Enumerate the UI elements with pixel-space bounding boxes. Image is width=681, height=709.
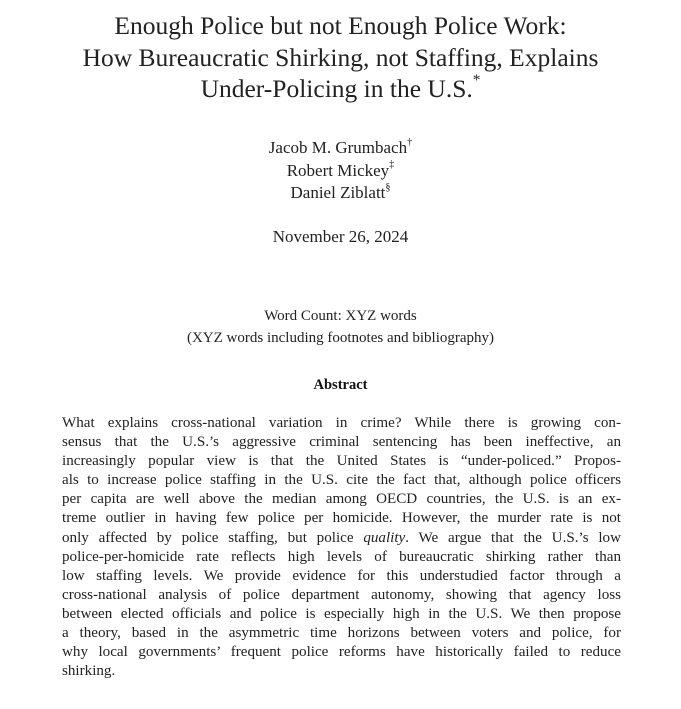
author-1-name: Jacob M. Grumbach (268, 138, 408, 157)
author-1 (0, 137, 681, 160)
word-count (0, 306, 681, 349)
author-2 (0, 160, 681, 183)
abstract-line-text: . We argue that the U.S.’s low (405, 529, 621, 546)
word-count-sub: (XYZ words including footnotes and bibliography) (186, 329, 495, 346)
title-line-2: How Bureaucratic Shirking, not Staffing, Explains (82, 42, 599, 72)
abstract-emphasis-quality: quality (363, 529, 406, 546)
abstract-line: between elected officials and police is especially high in the U.S. We then propose (62, 605, 621, 622)
title-line-3 (0, 73, 681, 105)
author-1-footnote-mark: † (407, 136, 413, 148)
author-3-name: Daniel Ziblatt (290, 183, 386, 202)
paper-title (0, 10, 681, 105)
abstract-line: a theory, based in the asymmetric time horizons between voters and police, for (62, 625, 621, 642)
abstract-line: shirking. (62, 663, 116, 680)
author-3 (0, 182, 681, 205)
abstract-line: treme outlier in having few police per homicide. However, the murder rate is not (62, 510, 621, 527)
abstract-body (62, 414, 621, 681)
word-count-main: Word Count: XYZ words (264, 308, 417, 324)
abstract-line: cross-national analysis of police department autonomy, showing that agency loss (62, 586, 621, 603)
title-line-1: Enough Police but not Enough Police Work: (114, 11, 567, 40)
paper-date: November 26, 2024 (272, 227, 409, 246)
abstract-line: low staffing levels. We provide evidence for this understudied factor through a (62, 567, 621, 584)
abstract-line-text: only affected by police staffing, but police (62, 529, 364, 546)
author-2-name: Robert Mickey (286, 160, 390, 180)
abstract-line: police-per-homicide rate reflects high levels of bureaucratic shirking rather than (62, 548, 621, 565)
title-footnote-mark: * (472, 72, 481, 90)
title-line-3-text: Under-Policing in the U.S. (200, 74, 473, 103)
abstract-line: why local governments’ frequent police reforms have historically failed to reduce (62, 644, 621, 661)
author-list (0, 137, 681, 205)
abstract-line: increasingly popular view is that the United States is “under-policed.” Propos- (62, 453, 621, 470)
abstract-heading: Abstract (313, 377, 368, 393)
author-2-footnote-mark: ‡ (389, 159, 395, 171)
abstract-line (62, 529, 621, 548)
author-3-footnote-mark: § (385, 181, 391, 193)
abstract-line: sensus that the U.S.’s aggressive criminal sentencing has been ineffective, an (62, 434, 621, 451)
abstract-line: per capita are well above the median among OECD countries, the U.S. is an ex- (62, 491, 621, 508)
abstract-line: als to increase police staffing in the U.S. cite the fact that, although police officers (62, 472, 621, 489)
abstract-line: What explains cross-national variation in crime? While there is growing con- (62, 415, 621, 431)
